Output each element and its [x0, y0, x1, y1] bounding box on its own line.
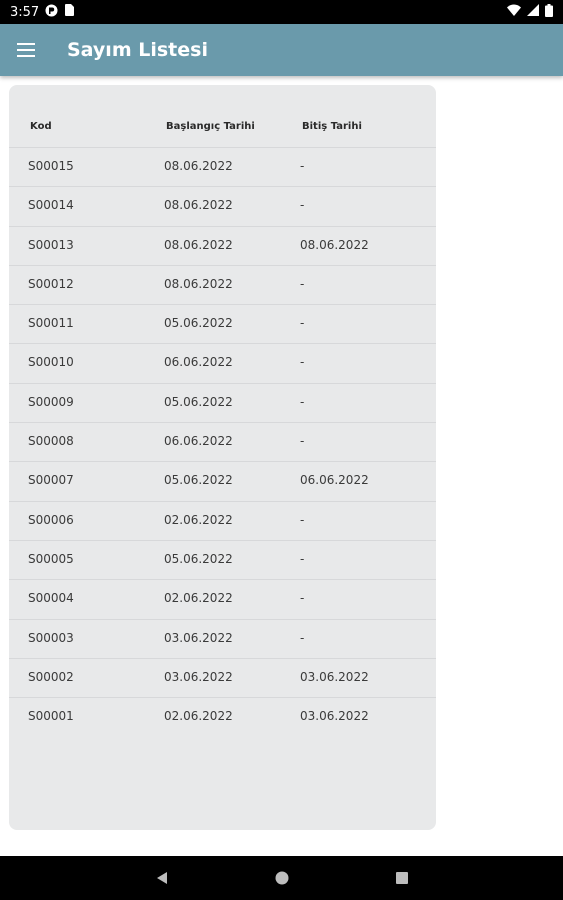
column-header-end-date: Bitiş Tarihi [302, 121, 362, 132]
table-row[interactable] [9, 423, 436, 462]
recents-button[interactable] [394, 870, 410, 886]
hamburger-menu-icon [17, 43, 35, 57]
recents-square-icon [394, 870, 410, 886]
cell-end-date: - [300, 630, 305, 645]
back-triangle-icon [154, 870, 170, 886]
back-button[interactable] [154, 870, 170, 886]
cell-kod: S00010 [28, 355, 74, 370]
cell-start-date: 02.06.2022 [164, 709, 233, 724]
cell-kod: S00003 [28, 630, 74, 645]
cell-start-date: 03.06.2022 [164, 630, 233, 645]
cell-start-date: 08.06.2022 [164, 276, 233, 291]
cell-start-date: 02.06.2022 [164, 591, 233, 606]
cell-start-date: 05.06.2022 [164, 394, 233, 409]
cell-end-date: - [300, 551, 305, 566]
cell-start-date: 03.06.2022 [164, 669, 233, 684]
count-list-table [9, 85, 436, 830]
menu-button[interactable] [0, 24, 52, 76]
cell-start-date: 08.06.2022 [164, 198, 233, 213]
cell-kod: S00013 [28, 237, 74, 252]
signal-icon [527, 4, 539, 20]
navigation-bar [0, 856, 563, 900]
sim-card-icon [64, 4, 74, 20]
cell-kod: S00009 [28, 394, 74, 409]
cell-start-date: 06.06.2022 [164, 434, 233, 449]
cell-kod: S00008 [28, 434, 74, 449]
cell-end-date: - [300, 394, 305, 409]
column-header-kod: Kod [30, 121, 52, 132]
table-body [9, 148, 436, 737]
battery-icon [545, 4, 553, 21]
cell-kod: S00014 [28, 198, 74, 213]
cell-end-date: - [300, 159, 305, 173]
column-header-start-date: Başlangıç Tarihi [166, 121, 255, 132]
status-time: 3:57 [10, 4, 40, 20]
wifi-icon [507, 4, 521, 20]
cell-end-date: - [300, 355, 305, 370]
cell-end-date: 06.06.2022 [300, 473, 369, 488]
cell-start-date: 06.06.2022 [164, 355, 233, 370]
cell-kod: S00002 [28, 669, 74, 684]
cell-end-date: 08.06.2022 [300, 237, 369, 252]
cell-end-date: - [300, 591, 305, 606]
cell-kod: S00011 [28, 316, 74, 331]
cell-end-date: - [300, 316, 305, 331]
cell-end-date: - [300, 276, 305, 291]
page-title: Sayım Listesi [67, 39, 208, 61]
table-row[interactable] [9, 384, 436, 423]
cell-end-date: - [300, 512, 305, 527]
cell-start-date: 05.06.2022 [164, 473, 233, 488]
cell-kod: S00015 [28, 159, 74, 173]
cell-end-date: - [300, 434, 305, 449]
table-row[interactable] [9, 227, 436, 266]
cell-start-date: 08.06.2022 [164, 159, 233, 173]
home-button[interactable] [274, 870, 290, 886]
table-row[interactable] [9, 580, 436, 619]
cell-kod: S00005 [28, 551, 74, 566]
cell-kod: S00007 [28, 473, 74, 488]
cell-end-date: 03.06.2022 [300, 709, 369, 724]
table-row[interactable] [9, 266, 436, 305]
home-circle-icon [274, 870, 290, 886]
table-row[interactable] [9, 305, 436, 344]
cell-kod: S00006 [28, 512, 74, 527]
table-row[interactable] [9, 659, 436, 698]
cell-end-date: - [300, 198, 305, 213]
cell-kod: S00004 [28, 591, 74, 606]
cell-start-date: 05.06.2022 [164, 316, 233, 331]
app-bar [0, 24, 563, 76]
cell-start-date: 05.06.2022 [164, 551, 233, 566]
table-header [9, 85, 436, 148]
cell-start-date: 02.06.2022 [164, 512, 233, 527]
table-row[interactable] [9, 148, 436, 187]
status-bar [0, 0, 563, 24]
table-row[interactable] [9, 344, 436, 383]
table-row[interactable] [9, 698, 436, 737]
cell-kod: S00012 [28, 276, 74, 291]
table-row[interactable] [9, 620, 436, 659]
table-row[interactable] [9, 541, 436, 580]
cell-start-date: 08.06.2022 [164, 237, 233, 252]
app-notification-icon [45, 4, 58, 21]
cell-kod: S00001 [28, 709, 74, 724]
table-row[interactable] [9, 462, 436, 501]
table-row[interactable] [9, 187, 436, 226]
table-row[interactable] [9, 502, 436, 541]
cell-end-date: 03.06.2022 [300, 669, 369, 684]
